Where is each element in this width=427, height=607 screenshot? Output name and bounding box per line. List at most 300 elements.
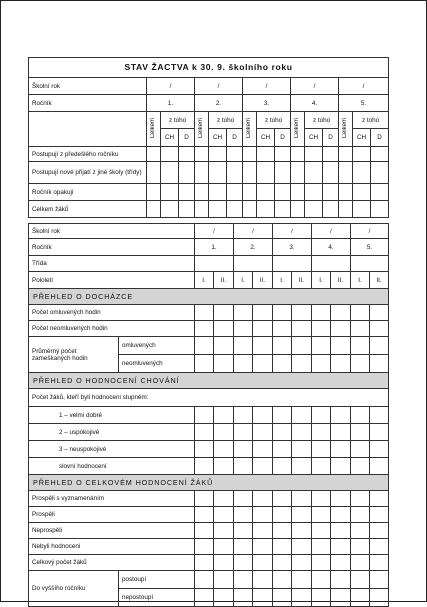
entry-cell[interactable]	[351, 337, 370, 355]
entry-cell[interactable]	[291, 184, 305, 201]
entry-cell[interactable]	[195, 539, 214, 555]
entry-cell[interactable]	[273, 424, 292, 441]
entry-cell[interactable]	[353, 184, 371, 201]
school-year-cell[interactable]: /	[312, 224, 351, 239]
sub-row-label: neomluvených	[119, 355, 195, 373]
entry-cell[interactable]	[339, 184, 353, 201]
row-label: Počet neomluvených hodin	[29, 321, 195, 337]
entry-cell[interactable]	[234, 571, 253, 589]
entry-cell[interactable]	[351, 441, 370, 458]
entry-cell[interactable]	[195, 424, 214, 441]
entry-cell[interactable]	[273, 491, 292, 507]
grade-header: 5.	[339, 95, 389, 112]
entry-cell[interactable]	[209, 201, 227, 218]
entry-cell[interactable]	[353, 201, 371, 218]
entry-cell[interactable]	[214, 523, 234, 539]
entry-cell[interactable]	[370, 321, 389, 337]
entry-cell[interactable]	[351, 321, 370, 337]
entry-cell[interactable]	[370, 523, 389, 539]
entry-cell[interactable]	[214, 355, 234, 373]
entry-cell[interactable]	[292, 571, 312, 589]
girls-header: D	[323, 129, 339, 147]
entry-cell[interactable]	[292, 424, 312, 441]
entry-cell[interactable]	[371, 147, 389, 162]
entry-cell[interactable]	[179, 147, 195, 162]
entry-cell[interactable]	[227, 147, 243, 162]
entry-cell[interactable]	[292, 441, 312, 458]
entry-cell[interactable]	[195, 184, 209, 201]
entry-cell[interactable]	[257, 147, 275, 162]
entry-cell[interactable]	[253, 589, 273, 607]
entry-cell[interactable]	[147, 184, 161, 201]
entry-cell[interactable]	[195, 305, 214, 321]
entry-cell[interactable]	[275, 184, 291, 201]
entry-cell[interactable]	[351, 424, 370, 441]
school-year-cell[interactable]: /	[273, 224, 312, 239]
entry-cell[interactable]	[257, 184, 275, 201]
student-status-table	[28, 57, 389, 218]
total-header: Celkem	[195, 112, 209, 147]
entry-cell[interactable]	[234, 589, 253, 607]
entry-cell[interactable]	[234, 424, 253, 441]
entry-cell[interactable]	[273, 458, 292, 475]
entry-cell[interactable]	[234, 407, 253, 424]
entry-cell[interactable]	[370, 424, 389, 441]
entry-cell[interactable]	[195, 162, 209, 184]
entry-cell[interactable]	[234, 355, 253, 373]
entry-cell[interactable]	[275, 201, 291, 218]
entry-cell[interactable]	[339, 201, 353, 218]
entry-cell[interactable]	[214, 458, 234, 475]
entry-cell[interactable]	[273, 441, 292, 458]
page-title: STAV ŽACTVA k 30. 9. školního roku	[29, 58, 389, 78]
entry-cell[interactable]	[253, 507, 273, 523]
entry-cell[interactable]	[227, 184, 243, 201]
entry-cell[interactable]	[275, 162, 291, 184]
school-year-cell[interactable]: /	[147, 78, 195, 95]
boys-header: CH	[161, 129, 179, 147]
entry-cell[interactable]	[214, 441, 234, 458]
entry-cell[interactable]	[305, 147, 323, 162]
entry-cell[interactable]	[331, 355, 351, 373]
of-which-header: z toho	[353, 112, 389, 129]
entry-cell[interactable]	[323, 184, 339, 201]
entry-cell[interactable]	[291, 201, 305, 218]
entry-cell[interactable]	[331, 424, 351, 441]
row-label: 3 – neuspokojivé	[29, 441, 195, 458]
entry-cell[interactable]	[273, 507, 292, 523]
of-which-header: z toho	[161, 112, 195, 129]
entry-cell[interactable]	[234, 305, 253, 321]
entry-cell[interactable]	[253, 407, 273, 424]
entry-cell[interactable]	[292, 305, 312, 321]
entry-cell[interactable]	[147, 147, 161, 162]
sub-row-label: nepostoupí	[119, 589, 195, 607]
total-header: Celkem	[243, 112, 257, 147]
entry-cell[interactable]	[351, 539, 370, 555]
entry-cell[interactable]	[147, 162, 161, 184]
entry-cell[interactable]	[371, 162, 389, 184]
entry-cell[interactable]	[312, 441, 331, 458]
entry-cell[interactable]	[292, 458, 312, 475]
entry-cell[interactable]	[323, 147, 339, 162]
entry-cell[interactable]	[351, 507, 370, 523]
row-label: Počet omluvených hodin	[29, 305, 195, 321]
entry-cell[interactable]	[209, 147, 227, 162]
entry-cell[interactable]	[195, 407, 214, 424]
entry-cell[interactable]	[195, 571, 214, 589]
entry-cell[interactable]	[312, 424, 331, 441]
entry-cell[interactable]	[331, 458, 351, 475]
entry-cell[interactable]	[273, 589, 292, 607]
semester-2-header: II.	[370, 272, 389, 289]
row-label: Neprospěli	[29, 523, 195, 539]
boys-header: CH	[305, 129, 323, 147]
entry-cell[interactable]	[292, 555, 312, 571]
entry-cell[interactable]	[331, 321, 351, 337]
entry-cell[interactable]	[253, 321, 273, 337]
entry-cell[interactable]	[195, 458, 214, 475]
entry-cell[interactable]	[370, 571, 389, 589]
entry-cell[interactable]	[370, 589, 389, 607]
overall-section-heading: PŘEHLED O CELKOVÉM HODNOCENÍ ŽÁKŮ	[29, 475, 389, 491]
entry-cell[interactable]	[227, 201, 243, 218]
semester-2-header: II.	[253, 272, 273, 289]
entry-cell[interactable]	[305, 201, 323, 218]
entry-cell[interactable]	[339, 147, 353, 162]
entry-cell[interactable]	[273, 355, 292, 373]
entry-cell[interactable]	[371, 184, 389, 201]
entry-cell[interactable]	[291, 162, 305, 184]
entry-cell[interactable]	[253, 539, 273, 555]
entry-cell[interactable]	[351, 523, 370, 539]
entry-cell[interactable]	[291, 147, 305, 162]
row-label: Nebyli hodnoceni	[29, 539, 195, 555]
grade-header: 2.	[234, 239, 273, 256]
entry-cell[interactable]	[312, 523, 331, 539]
row-label: Celkem žáků	[29, 201, 147, 218]
attendance-section-heading: PŘEHLED O DOCHÁZCE	[29, 289, 389, 305]
entry-cell[interactable]	[273, 523, 292, 539]
entry-cell[interactable]	[312, 491, 331, 507]
grade-header: 1.	[195, 239, 234, 256]
entry-cell[interactable]	[253, 424, 273, 441]
semester-2-header: II.	[214, 272, 234, 289]
boys-header: CH	[209, 129, 227, 147]
row-label: Postupují nově přijatí z jiné školy (třídy)	[29, 162, 147, 184]
entry-cell[interactable]	[214, 555, 234, 571]
entry-cell[interactable]	[351, 305, 370, 321]
entry-cell[interactable]	[331, 571, 351, 589]
entry-cell[interactable]	[292, 355, 312, 373]
entry-cell[interactable]	[292, 337, 312, 355]
class-cell[interactable]	[195, 256, 234, 272]
entry-cell[interactable]	[161, 162, 179, 184]
behavior-intro: Počet žáků, kteří byli hodnoceni stupněm:	[29, 389, 389, 407]
semester-2-header: II.	[292, 272, 312, 289]
entry-cell[interactable]	[234, 507, 253, 523]
entry-cell[interactable]	[214, 491, 234, 507]
entry-cell[interactable]	[339, 162, 353, 184]
boys-header: CH	[353, 129, 371, 147]
girls-header: D	[371, 129, 389, 147]
entry-cell[interactable]	[312, 589, 331, 607]
entry-cell[interactable]	[195, 441, 214, 458]
entry-cell[interactable]	[161, 201, 179, 218]
grade-header: 5.	[351, 239, 389, 256]
entry-cell[interactable]	[195, 555, 214, 571]
entry-cell[interactable]	[195, 523, 214, 539]
advance-label: Do vyššího ročníku	[29, 571, 119, 607]
entry-cell[interactable]	[257, 162, 275, 184]
class-cell[interactable]	[312, 256, 351, 272]
grade-label: Ročník	[29, 95, 147, 112]
grade-header: 3.	[243, 95, 291, 112]
entry-cell[interactable]	[275, 147, 291, 162]
entry-cell[interactable]	[351, 458, 370, 475]
entry-cell[interactable]	[331, 441, 351, 458]
entry-cell[interactable]	[227, 162, 243, 184]
row-label: Prospěli s vyznamenáním	[29, 491, 195, 507]
grade-header: 3.	[273, 239, 312, 256]
school-year-cell[interactable]: /	[351, 224, 389, 239]
entry-cell[interactable]	[214, 407, 234, 424]
entry-cell[interactable]	[312, 407, 331, 424]
class-cell[interactable]	[234, 256, 273, 272]
row-label: 1 – velmi dobré	[29, 407, 195, 424]
entry-cell[interactable]	[305, 162, 323, 184]
entry-cell[interactable]	[370, 441, 389, 458]
entry-cell[interactable]	[195, 147, 209, 162]
of-which-header: z toho	[209, 112, 243, 129]
entry-cell[interactable]	[331, 523, 351, 539]
school-year-cell[interactable]: /	[195, 78, 243, 95]
entry-cell[interactable]	[234, 555, 253, 571]
entry-cell[interactable]	[179, 201, 195, 218]
grade-label: Ročník	[29, 239, 195, 256]
entry-cell[interactable]	[370, 491, 389, 507]
entry-cell[interactable]	[179, 162, 195, 184]
entry-cell[interactable]	[234, 441, 253, 458]
entry-cell[interactable]	[312, 555, 331, 571]
school-year-cell[interactable]: /	[243, 78, 291, 95]
entry-cell[interactable]	[234, 523, 253, 539]
total-header: Celkem	[339, 112, 353, 147]
entry-cell[interactable]	[161, 184, 179, 201]
entry-cell[interactable]	[370, 305, 389, 321]
entry-cell[interactable]	[331, 337, 351, 355]
entry-cell[interactable]	[331, 539, 351, 555]
entry-cell[interactable]	[243, 184, 257, 201]
entry-cell[interactable]	[243, 147, 257, 162]
of-which-header: z toho	[305, 112, 339, 129]
entry-cell[interactable]	[234, 539, 253, 555]
entry-cell[interactable]	[370, 539, 389, 555]
entry-cell[interactable]	[370, 507, 389, 523]
semester-label: Pololetí	[29, 272, 195, 289]
entry-cell[interactable]	[370, 458, 389, 475]
entry-cell[interactable]	[312, 539, 331, 555]
entry-cell[interactable]	[253, 337, 273, 355]
entry-cell[interactable]	[273, 407, 292, 424]
entry-cell[interactable]	[253, 555, 273, 571]
row-label: Prospěli	[29, 507, 195, 523]
entry-cell[interactable]	[214, 539, 234, 555]
row-label: Ročník opakují	[29, 184, 147, 201]
entry-cell[interactable]	[257, 201, 275, 218]
entry-cell[interactable]	[243, 162, 257, 184]
entry-cell[interactable]	[353, 147, 371, 162]
entry-cell[interactable]	[243, 201, 257, 218]
entry-cell[interactable]	[292, 507, 312, 523]
entry-cell[interactable]	[195, 589, 214, 607]
school-year-cell[interactable]: /	[195, 224, 234, 239]
semester-overview-table	[28, 223, 389, 607]
entry-cell[interactable]	[253, 491, 273, 507]
entry-cell[interactable]	[234, 491, 253, 507]
school-year-cell[interactable]: /	[339, 78, 389, 95]
entry-cell[interactable]	[273, 321, 292, 337]
entry-cell[interactable]	[253, 458, 273, 475]
entry-cell[interactable]	[370, 355, 389, 373]
entry-cell[interactable]	[234, 458, 253, 475]
entry-cell[interactable]	[351, 491, 370, 507]
entry-cell[interactable]	[292, 589, 312, 607]
entry-cell[interactable]	[331, 507, 351, 523]
entry-cell[interactable]	[292, 491, 312, 507]
entry-cell[interactable]	[351, 571, 370, 589]
entry-cell[interactable]	[323, 201, 339, 218]
entry-cell[interactable]	[273, 555, 292, 571]
entry-cell[interactable]	[214, 571, 234, 589]
entry-cell[interactable]	[331, 589, 351, 607]
semester-1-header: I.	[273, 272, 292, 289]
entry-cell[interactable]	[253, 571, 273, 589]
sub-row-label: omluvených	[119, 337, 195, 355]
entry-cell[interactable]	[292, 321, 312, 337]
grade-header: 1.	[147, 95, 195, 112]
school-year-label: Školní rok	[29, 224, 195, 239]
entry-cell[interactable]	[292, 407, 312, 424]
entry-cell[interactable]	[312, 337, 331, 355]
entry-cell[interactable]	[214, 337, 234, 355]
entry-cell[interactable]	[323, 162, 339, 184]
sub-row-label: postoupí	[119, 571, 195, 589]
entry-cell[interactable]	[351, 407, 370, 424]
entry-cell[interactable]	[195, 507, 214, 523]
grade-header: 2.	[195, 95, 243, 112]
entry-cell[interactable]	[292, 523, 312, 539]
entry-cell[interactable]	[214, 589, 234, 607]
header-blank	[29, 112, 147, 147]
boys-header: CH	[257, 129, 275, 147]
entry-cell[interactable]	[253, 305, 273, 321]
entry-cell[interactable]	[312, 305, 331, 321]
row-label: Celkový počet žáků	[29, 555, 195, 571]
entry-cell[interactable]	[351, 589, 370, 607]
grade-header: 4.	[291, 95, 339, 112]
entry-cell[interactable]	[234, 321, 253, 337]
entry-cell[interactable]	[214, 321, 234, 337]
row-label: slovní hodnocení	[29, 458, 195, 475]
semester-1-header: I.	[312, 272, 331, 289]
entry-cell[interactable]	[305, 184, 323, 201]
of-which-header: z toho	[257, 112, 291, 129]
semester-2-header: II.	[331, 272, 351, 289]
entry-cell[interactable]	[253, 523, 273, 539]
entry-cell[interactable]	[292, 539, 312, 555]
entry-cell[interactable]	[273, 337, 292, 355]
girls-header: D	[275, 129, 291, 147]
total-header: Celkem	[291, 112, 305, 147]
entry-cell[interactable]	[273, 539, 292, 555]
entry-cell[interactable]	[331, 305, 351, 321]
girls-header: D	[179, 129, 195, 147]
row-label: 2 – uspokojivé	[29, 424, 195, 441]
entry-cell[interactable]	[371, 201, 389, 218]
entry-cell[interactable]	[253, 441, 273, 458]
entry-cell[interactable]	[195, 337, 214, 355]
entry-cell[interactable]	[195, 201, 209, 218]
entry-cell[interactable]	[331, 491, 351, 507]
total-header: Celkem	[147, 112, 161, 147]
semester-1-header: I.	[234, 272, 253, 289]
avg-missed-label: Průměrný počet zameškaných hodin	[29, 337, 119, 373]
entry-cell[interactable]	[273, 305, 292, 321]
entry-cell[interactable]	[312, 355, 331, 373]
grade-header: 4.	[312, 239, 351, 256]
entry-cell[interactable]	[214, 305, 234, 321]
entry-cell[interactable]	[273, 571, 292, 589]
entry-cell[interactable]	[209, 162, 227, 184]
school-year-label: Školní rok	[29, 78, 147, 95]
entry-cell[interactable]	[351, 355, 370, 373]
entry-cell[interactable]	[370, 407, 389, 424]
school-year-cell[interactable]: /	[291, 78, 339, 95]
behavior-section-heading: PŘEHLED O HODNOCENÍ CHOVÁNÍ	[29, 373, 389, 389]
entry-cell[interactable]	[179, 184, 195, 201]
entry-cell[interactable]	[195, 491, 214, 507]
semester-1-header: I.	[195, 272, 214, 289]
entry-cell[interactable]	[147, 201, 161, 218]
entry-cell[interactable]	[234, 337, 253, 355]
row-label: Postupují z předešlého ročníku	[29, 147, 147, 162]
entry-cell[interactable]	[195, 355, 214, 373]
semester-1-header: I.	[351, 272, 370, 289]
entry-cell[interactable]	[353, 162, 371, 184]
entry-cell[interactable]	[370, 555, 389, 571]
entry-cell[interactable]	[312, 507, 331, 523]
entry-cell[interactable]	[214, 424, 234, 441]
class-label: Třída	[29, 256, 195, 272]
girls-header: D	[227, 129, 243, 147]
entry-cell[interactable]	[161, 147, 179, 162]
entry-cell[interactable]	[195, 321, 214, 337]
entry-cell[interactable]	[351, 555, 370, 571]
entry-cell[interactable]	[209, 184, 227, 201]
school-year-cell[interactable]: /	[234, 224, 273, 239]
entry-cell[interactable]	[331, 407, 351, 424]
entry-cell[interactable]	[331, 555, 351, 571]
entry-cell[interactable]	[312, 321, 331, 337]
entry-cell[interactable]	[312, 458, 331, 475]
class-cell[interactable]	[351, 256, 389, 272]
entry-cell[interactable]	[253, 355, 273, 373]
entry-cell[interactable]	[370, 337, 389, 355]
entry-cell[interactable]	[214, 507, 234, 523]
class-cell[interactable]	[273, 256, 312, 272]
entry-cell[interactable]	[312, 571, 331, 589]
